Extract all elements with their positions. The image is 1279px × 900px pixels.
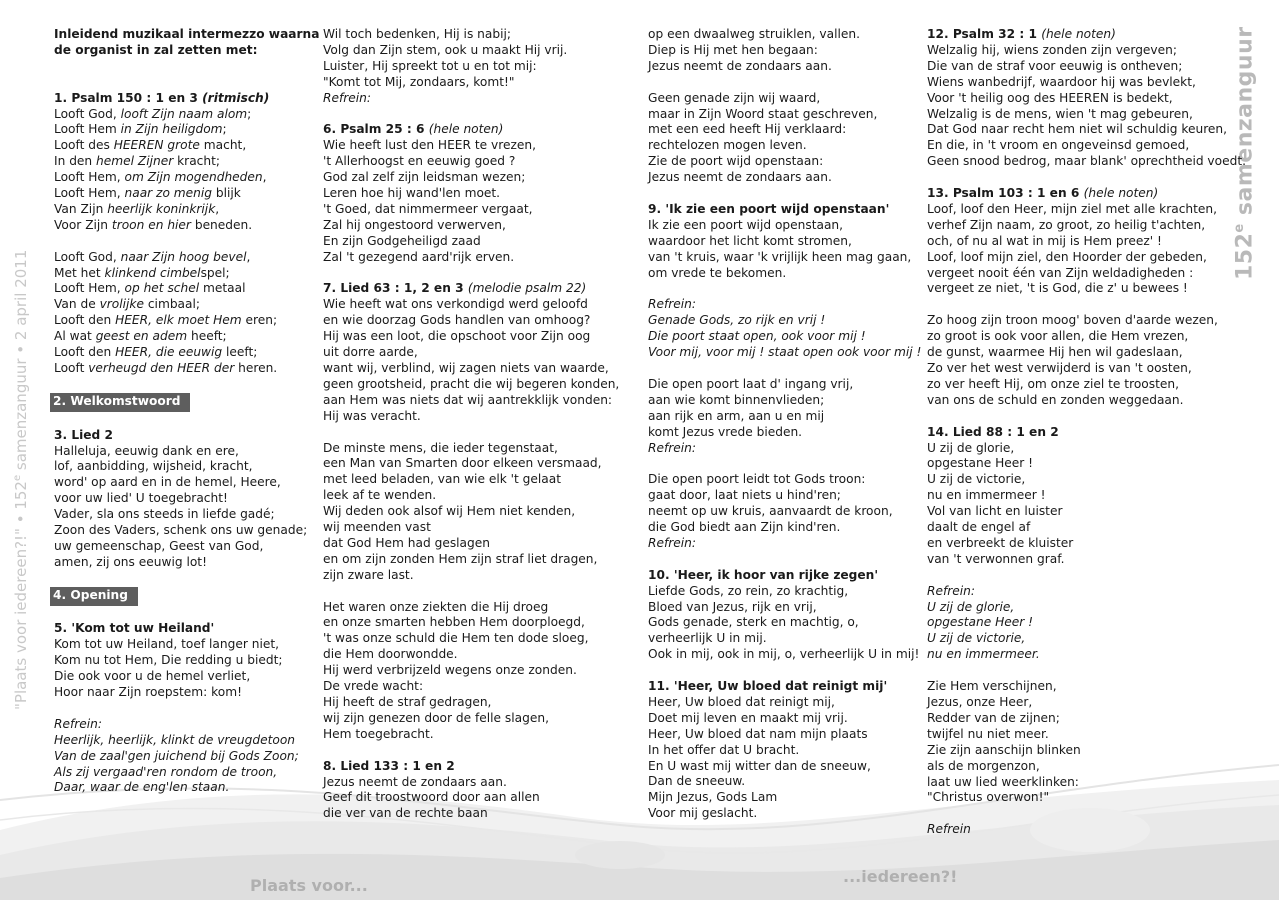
text-line: vergeet ze niet, 't is God, die z' u bewees ! xyxy=(927,281,1188,296)
text-line: 't Allerhoogst en eeuwig goed ? xyxy=(323,154,516,169)
text-line: Die van de straf voor eeuwig is ontheven; xyxy=(927,58,1183,73)
text-line: In het offer dat U bracht. xyxy=(648,742,800,757)
text-line: och, of nu al wat in mij is Hem preez' ! xyxy=(927,233,1162,248)
text-line: zo ver heeft Hij, om onze ziel te troosten, xyxy=(927,376,1179,391)
text-line: van 't verwonnen graf. xyxy=(927,551,1065,566)
text-span: op het schel xyxy=(124,281,200,296)
text-line xyxy=(54,170,319,186)
text-line: Refrein xyxy=(927,822,971,837)
text-line: Loof, loof den Heer, mijn ziel met alle krachten, xyxy=(927,201,1218,216)
text-line: Refrein: xyxy=(648,535,696,550)
text-line: neemt op uw kruis, aanvaardt de kroon, xyxy=(648,504,893,519)
text-span: In den xyxy=(54,154,97,169)
text-line: Jezus, onze Heer, xyxy=(927,694,1033,709)
text-line: Hem toegebracht. xyxy=(323,726,434,741)
text-span: heerlijk koninkrijk xyxy=(107,201,216,216)
text-line xyxy=(54,107,319,123)
text-span: (ritmisch) xyxy=(202,90,270,105)
text-line: komt Jezus vrede bieden. xyxy=(648,424,803,439)
text-line: Heer, Uw bloed dat reinigt mij, xyxy=(648,694,835,709)
text-span: Voor Zijn xyxy=(54,217,112,232)
text-line: U zij de victorie, xyxy=(927,631,1026,646)
text-line: God zal zelf zijn leidsman wezen; xyxy=(323,170,526,185)
text-span: leeft; xyxy=(222,345,258,360)
text-line: Het waren onze ziekten die Hij droeg xyxy=(323,599,549,614)
text-line: op een dwaalweg struiklen, vallen. xyxy=(648,27,860,41)
text-line: wij meenden vast xyxy=(323,520,431,535)
footer-right-text: ...iedereen?! xyxy=(843,867,958,886)
text-line xyxy=(54,345,319,361)
text-span: Looft God, xyxy=(54,106,121,121)
text-span: HEEREN grote xyxy=(113,138,200,153)
text-line: En die, in 't vroom en ongeveinsd gemoed, xyxy=(927,138,1190,153)
text-span: Van Zijn xyxy=(54,201,108,216)
text-line: maar in Zijn Woord staat geschreven, xyxy=(648,106,878,121)
text-span: macht, xyxy=(199,138,247,153)
text-span: troon en hier xyxy=(111,217,191,232)
text-line: Bloed van Jezus, rijk en vrij, xyxy=(648,599,817,614)
line-spacer xyxy=(54,377,319,393)
text-span: looft Zijn naam alom xyxy=(120,106,248,121)
text-line: want wij, verblind, wij zagen niets van waarde, xyxy=(323,361,609,375)
text-line: Zo ver het west verwijderd is van 't oosten, xyxy=(927,361,1192,375)
line-spacer xyxy=(54,606,319,622)
text-line: Hoor naar Zijn roepstem: kom! xyxy=(54,685,242,700)
text-span: Looft Hem, xyxy=(54,170,125,185)
text-span: 7. Lied 63 : 1, 2 en 3 xyxy=(323,281,468,296)
text-line: gaat door, laat niets u hind'ren; xyxy=(648,488,841,503)
text-line: die Hem doorwondde. xyxy=(323,647,458,662)
line-spacer xyxy=(54,59,319,91)
text-line: Refrein: xyxy=(648,440,696,455)
text-line: Geen genade zijn wij waard, xyxy=(648,90,821,105)
text-line: Hij was een loot, die opschoot voor Zijn oog xyxy=(323,329,591,344)
line-spacer xyxy=(54,701,319,717)
text-line: voor uw lied' U toegebracht! xyxy=(54,491,228,506)
text-column-2 xyxy=(323,27,619,822)
text-line: Refrein: xyxy=(54,716,102,731)
text-span: metaal xyxy=(199,281,246,296)
text-line: Die open poort leidt tot Gods troon: xyxy=(648,472,866,487)
text-line: Zoon des Vaders, schenk ons uw genade; xyxy=(54,523,308,538)
text-line: daalt de engel af xyxy=(927,520,1031,535)
text-line xyxy=(54,266,319,282)
text-line: Zal hij ongestoord verwerven, xyxy=(323,217,506,232)
text-line: en wie doorzag Gods handlen van omhoog? xyxy=(323,313,591,328)
text-span: 6. Psalm 25 : 6 xyxy=(323,122,429,137)
text-line xyxy=(54,313,319,329)
text-line: Welzalig is de mens, wien 't mag gebeuren, xyxy=(927,106,1193,121)
text-span: 1. Psalm 150 : 1 en 3 xyxy=(54,90,203,105)
text-span: Looft des xyxy=(54,138,114,153)
text-line: Heerlijk, heerlijk, klinkt de vreugdetoon xyxy=(54,732,296,747)
text-line: 't was onze schuld die Hem ten dode sloeg, xyxy=(323,631,589,646)
text-line: Gods genade, sterk en machtig, o, xyxy=(648,615,859,630)
text-span: HEER, elk moet Hem xyxy=(115,313,242,328)
text-line: nu en immermeer ! xyxy=(927,488,1046,503)
text-line: Daar, waar de eng'len staan. xyxy=(54,780,230,795)
text-span: cimbaal; xyxy=(143,297,200,312)
text-line: word' op aard en in de hemel, Heere, xyxy=(54,475,281,490)
text-line: Mijn Jezus, Gods Lam xyxy=(648,790,778,805)
text-line: Van de zaal'gen juichend bij Gods Zoon; xyxy=(54,748,299,763)
text-line: Voor 't heilig oog des HEEREN is bedekt, xyxy=(927,90,1173,105)
line-spacer xyxy=(323,743,619,759)
text-line: de gunst, waarmee Hij hen wil gadeslaan, xyxy=(927,345,1183,360)
text-line: opgestane Heer ! xyxy=(927,456,1034,471)
text-line: Wij deden ook alsof wij Hem niet kenden, xyxy=(323,504,576,519)
text-span: vrolijke xyxy=(99,297,144,312)
text-line: leek af te wenden. xyxy=(323,488,437,503)
side-left-sup: e xyxy=(12,474,23,482)
text-line: Zie de poort wijd openstaan: xyxy=(648,154,824,169)
line-spacer xyxy=(648,186,921,202)
text-line: om vrede te bekomen. xyxy=(648,265,787,280)
text-line: Liefde Gods, zo rein, zo krachtig, xyxy=(648,583,849,598)
text-span: , xyxy=(246,249,251,264)
text-line: Zie zijn aanschijn blinken xyxy=(927,742,1081,757)
text-line: Volg dan Zijn stem, ook u maakt Hij vrij. xyxy=(323,42,568,57)
text-line: Jezus neemt de zondaars aan. xyxy=(323,774,507,789)
text-line: Geen snood bedrog, maar blank' oprechtheid voedt. xyxy=(927,154,1246,169)
text-line xyxy=(54,91,319,107)
song-heading: Inleidend muzikaal intermezzo waarna xyxy=(54,27,320,41)
song-heading: 8. Lied 133 : 1 en 2 xyxy=(323,758,455,773)
text-line xyxy=(54,202,319,218)
text-span: Looft Hem, xyxy=(54,281,125,296)
text-line: Refrein: xyxy=(927,583,975,598)
text-span: ; xyxy=(247,106,252,121)
text-line: een Man van Smarten door elkeen versmaad, xyxy=(323,456,602,471)
song-heading: 9. 'Ik zie een poort wijd openstaan' xyxy=(648,201,890,216)
text-span: blijk xyxy=(212,186,241,201)
text-span: Looft den xyxy=(54,345,116,360)
text-line: lof, aanbidding, wijsheid, kracht, xyxy=(54,459,253,474)
text-span: (hele noten) xyxy=(1041,27,1116,41)
text-line: Loof, loof mijn ziel, den Hoorder der gebeden, xyxy=(927,249,1207,264)
text-line: nu en immermeer. xyxy=(927,647,1040,662)
text-line: en onze smarten hebben Hem doorploegd, xyxy=(323,615,585,630)
text-line: waardoor het licht komt stromen, xyxy=(648,233,852,248)
text-column-3 xyxy=(648,27,921,822)
text-column-1 xyxy=(54,27,319,796)
text-span: Looft den xyxy=(54,313,116,328)
text-line: Die open poort laat d' ingang vrij, xyxy=(648,376,854,391)
text-line: zo groot is ook voor allen, die Hem vrezen, xyxy=(927,329,1189,344)
text-line: Refrein: xyxy=(323,90,371,105)
text-line xyxy=(54,186,319,202)
text-line: Diep is Hij met hen begaan: xyxy=(648,42,818,57)
text-span: in Zijn heiligdom xyxy=(120,122,223,137)
line-spacer xyxy=(648,361,921,377)
line-spacer xyxy=(648,281,921,297)
line-spacer xyxy=(54,571,319,587)
text-line: Kom tot uw Heiland, toef langer niet, xyxy=(54,637,280,652)
text-line xyxy=(54,138,319,154)
text-line: Zo hoog zijn troon moog' boven d'aarde wezen, xyxy=(927,313,1218,328)
text-line: Voor mij geslacht. xyxy=(648,806,758,821)
text-span: naar Zijn hoog bevel xyxy=(120,249,247,264)
text-line: Zie Hem verschijnen, xyxy=(927,679,1057,694)
text-line: Wiens wanbedrijf, waardoor hij was bevlekt, xyxy=(927,74,1196,89)
section-heading-label: 4. Opening xyxy=(50,587,138,606)
text-span: kracht; xyxy=(173,154,220,169)
text-line xyxy=(54,250,319,266)
text-span: hemel Zijner xyxy=(96,154,174,169)
line-spacer xyxy=(927,170,1246,186)
text-line: Hij werd verbrijzeld wegens onze zonden. xyxy=(323,663,577,678)
line-spacer xyxy=(54,412,319,428)
text-line: Geef dit troostwoord door aan allen xyxy=(323,790,540,805)
text-line: Redder van de zijnen; xyxy=(927,710,1060,725)
text-line: en om zijn zonden Hem zijn straf liet dragen, xyxy=(323,551,598,566)
text-span: , xyxy=(215,201,220,216)
text-line: die God biedt aan Zijn kind'ren. xyxy=(648,520,841,535)
text-line: Doet mij leven en maakt mij vrij. xyxy=(648,710,848,725)
text-line: van ons de schuld en zonden weggedaan. xyxy=(927,392,1184,407)
text-line: Refrein: xyxy=(648,297,696,312)
text-line: De minste mens, die ieder tegenstaat, xyxy=(323,440,558,455)
side-left-text: "Plaats voor iedereen?!" • 152 xyxy=(12,481,30,710)
text-line: van 't kruis, waar 'k vrijlijk heen mag gaan, xyxy=(648,249,912,264)
text-line: die ver van de rechte baan xyxy=(323,806,488,821)
text-span: (melodie psalm 22) xyxy=(467,281,587,296)
text-line: "Christus overwon!" xyxy=(927,790,1050,805)
text-span: Looft Hem xyxy=(54,122,121,137)
line-spacer xyxy=(648,75,921,91)
text-line xyxy=(927,27,1246,43)
text-line: opgestane Heer ! xyxy=(927,615,1034,630)
text-line xyxy=(54,361,319,377)
side-right-text: 152 xyxy=(1232,232,1258,280)
text-line: U zij de glorie, xyxy=(927,599,1015,614)
text-span: 12. Psalm 32 : 1 xyxy=(927,27,1042,41)
text-line: met leed beladen, van wie elk 't gelaat xyxy=(323,472,561,487)
text-line xyxy=(54,297,319,313)
section-heading-label: 2. Welkomstwoord xyxy=(50,393,190,412)
text-line xyxy=(323,281,619,297)
text-line xyxy=(54,329,319,345)
text-line xyxy=(323,122,619,138)
text-line: verheerlijk U in mij. xyxy=(648,631,767,646)
text-line: Luister, Hij spreekt tot u en tot mij: xyxy=(323,58,537,73)
text-span: (hele noten) xyxy=(428,122,504,137)
text-column-4 xyxy=(927,27,1246,838)
text-span: geest en adem xyxy=(95,329,188,344)
line-spacer xyxy=(648,456,921,472)
text-line: Genade Gods, zo rijk en vrij ! xyxy=(648,313,826,328)
text-line: Zal 't gezegend aard'rijk erven. xyxy=(323,249,515,264)
text-line xyxy=(54,154,319,170)
song-heading: 5. 'Kom tot uw Heiland' xyxy=(54,621,215,636)
text-line: zijn zware last. xyxy=(323,567,414,582)
text-span: om Zijn mogendheden xyxy=(124,170,263,185)
text-line: Ik zie een poort wijd openstaan, xyxy=(648,217,844,232)
text-line: verhef Zijn naam, zo groot, zo heilig t'achten, xyxy=(927,217,1206,232)
text-line: met een eed heeft Hij verklaard: xyxy=(648,122,847,137)
side-left-rest: samenzanguur • 2 april 2011 xyxy=(12,249,30,475)
song-heading: 10. 'Heer, ik hoor van rijke zegen' xyxy=(648,567,879,582)
text-line: aan wie komt binnenvlieden; xyxy=(648,392,825,407)
text-line: laat uw lied weerklinken: xyxy=(927,774,1079,789)
line-spacer xyxy=(648,552,921,568)
footer-left-text: Plaats voor... xyxy=(250,876,368,895)
text-line: Jezus neemt de zondaars aan. xyxy=(648,170,832,185)
text-line: Die ook voor u de hemel verliet, xyxy=(54,669,251,684)
text-line: De vrede wacht: xyxy=(323,679,424,694)
song-heading: de organist in zal zetten met: xyxy=(54,42,258,57)
text-line: twijfel nu niet meer. xyxy=(927,726,1049,741)
text-span: , xyxy=(262,170,267,185)
text-line xyxy=(54,281,319,297)
text-line: en verbreekt de kluister xyxy=(927,535,1074,550)
line-spacer xyxy=(927,806,1246,822)
text-line: Wil toch bedenken, Hij is nabij; xyxy=(323,27,511,41)
text-span: Met het xyxy=(54,265,105,280)
text-span: ; xyxy=(222,122,227,137)
text-span: HEER, die eeuwig xyxy=(115,345,223,360)
text-line: Dat God naar recht hem niet wil schuldig keuren, xyxy=(927,122,1228,137)
text-line: Jezus neemt de zondaars aan. xyxy=(648,58,832,73)
text-span: beneden. xyxy=(190,217,253,232)
text-span: Looft Hem, xyxy=(54,186,125,201)
text-line: Kom nu tot Hem, Die redding u biedt; xyxy=(54,653,283,668)
text-line: Wie heeft wat ons verkondigd werd geloofd xyxy=(323,297,588,312)
text-span: Looft God, xyxy=(54,249,121,264)
text-line: Hij heeft de straf gedragen, xyxy=(323,695,492,709)
text-line: Heer, Uw bloed dat nam mijn plaats xyxy=(648,726,868,741)
text-span: heeft; xyxy=(187,329,227,344)
text-line: uit dorre aarde, xyxy=(323,345,418,360)
text-line: als de morgenzon, xyxy=(927,758,1040,773)
text-span: (hele noten) xyxy=(1083,186,1159,201)
text-span: eren; xyxy=(241,313,278,328)
text-line: Voor mij, voor mij ! staat open ook voor mij ! xyxy=(648,345,922,360)
text-line: wij zijn genezen door de felle slagen, xyxy=(323,710,549,725)
text-span: heren. xyxy=(234,361,278,375)
text-line: aan rijk en arm, aan u en mij xyxy=(648,408,825,423)
text-line: "Komt tot Mij, zondaars, komt!" xyxy=(323,74,515,89)
text-span: klinkend cimbel xyxy=(104,265,201,280)
song-heading: 11. 'Heer, Uw bloed dat reinigt mij' xyxy=(648,679,888,694)
text-line: U zij de victorie, xyxy=(927,472,1026,487)
text-line: Ook in mij, ook in mij, o, verheerlijk U in mij! xyxy=(648,647,920,662)
text-span: Al wat xyxy=(54,329,96,344)
line-spacer xyxy=(927,297,1246,313)
line-spacer xyxy=(648,663,921,679)
text-span: naar zo menig xyxy=(124,186,213,201)
text-span: Looft xyxy=(54,361,89,375)
line-spacer xyxy=(323,266,619,282)
line-spacer xyxy=(323,107,619,123)
text-line: Halleluja, eeuwig dank en ere, xyxy=(54,443,239,458)
line-spacer xyxy=(323,584,619,600)
text-span: Van de xyxy=(54,297,100,312)
text-line: Leren hoe hij wand'len moet. xyxy=(323,186,501,201)
text-line: uw gemeenschap, Geest van God, xyxy=(54,538,264,553)
text-line: Vader, sla ons steeds in liefde gadé; xyxy=(54,507,275,522)
text-line: U zij de glorie, xyxy=(927,440,1015,455)
text-line: En U wast mij witter dan de sneeuw, xyxy=(648,758,871,773)
text-line: aan Hem was niets dat wij aantrekklijk vonden: xyxy=(323,392,613,407)
line-spacer xyxy=(323,425,619,441)
line-spacer xyxy=(927,568,1246,584)
text-span: 13. Psalm 103 : 1 en 6 xyxy=(927,186,1084,201)
side-right-rest: samenzanguur xyxy=(1232,26,1258,224)
section-heading-bar xyxy=(54,393,319,412)
text-line: En zijn Godgeheiligd zaad xyxy=(323,233,481,248)
side-right-sup: e xyxy=(1232,223,1247,233)
text-line: Dan de sneeuw. xyxy=(648,774,746,789)
text-line: vergeet nooit één van Zijn weldadigheden : xyxy=(927,265,1194,280)
text-line: dat God Hem had geslagen xyxy=(323,535,490,550)
text-span: verheugd den HEER der xyxy=(88,361,235,375)
line-spacer xyxy=(927,409,1246,425)
text-line xyxy=(54,122,319,138)
text-line: Hij was veracht. xyxy=(323,408,421,423)
text-line: Vol van licht en luister xyxy=(927,504,1063,519)
text-line xyxy=(927,186,1246,202)
section-heading-bar xyxy=(54,587,319,606)
text-line: Die poort staat open, ook voor mij ! xyxy=(648,329,866,344)
text-span: spel; xyxy=(200,265,230,280)
text-line: Wie heeft lust den HEER te vrezen, xyxy=(323,138,536,153)
line-spacer xyxy=(54,234,319,250)
song-heading: 3. Lied 2 xyxy=(54,427,114,442)
text-line: amen, zij ons eeuwig lot! xyxy=(54,554,207,569)
line-spacer xyxy=(927,663,1246,679)
text-line: 't Goed, dat nimmermeer vergaat, xyxy=(323,201,533,216)
text-line: Als zij vergaad'ren rondom de troon, xyxy=(54,764,278,779)
text-line: Welzalig hij, wiens zonden zijn vergeven; xyxy=(927,42,1177,57)
song-heading: 14. Lied 88 : 1 en 2 xyxy=(927,424,1059,439)
text-line: geen grootsheid, pracht die wij begeren konden, xyxy=(323,376,620,391)
text-line: rechtelozen mogen leven. xyxy=(648,138,807,153)
text-line xyxy=(54,218,319,234)
